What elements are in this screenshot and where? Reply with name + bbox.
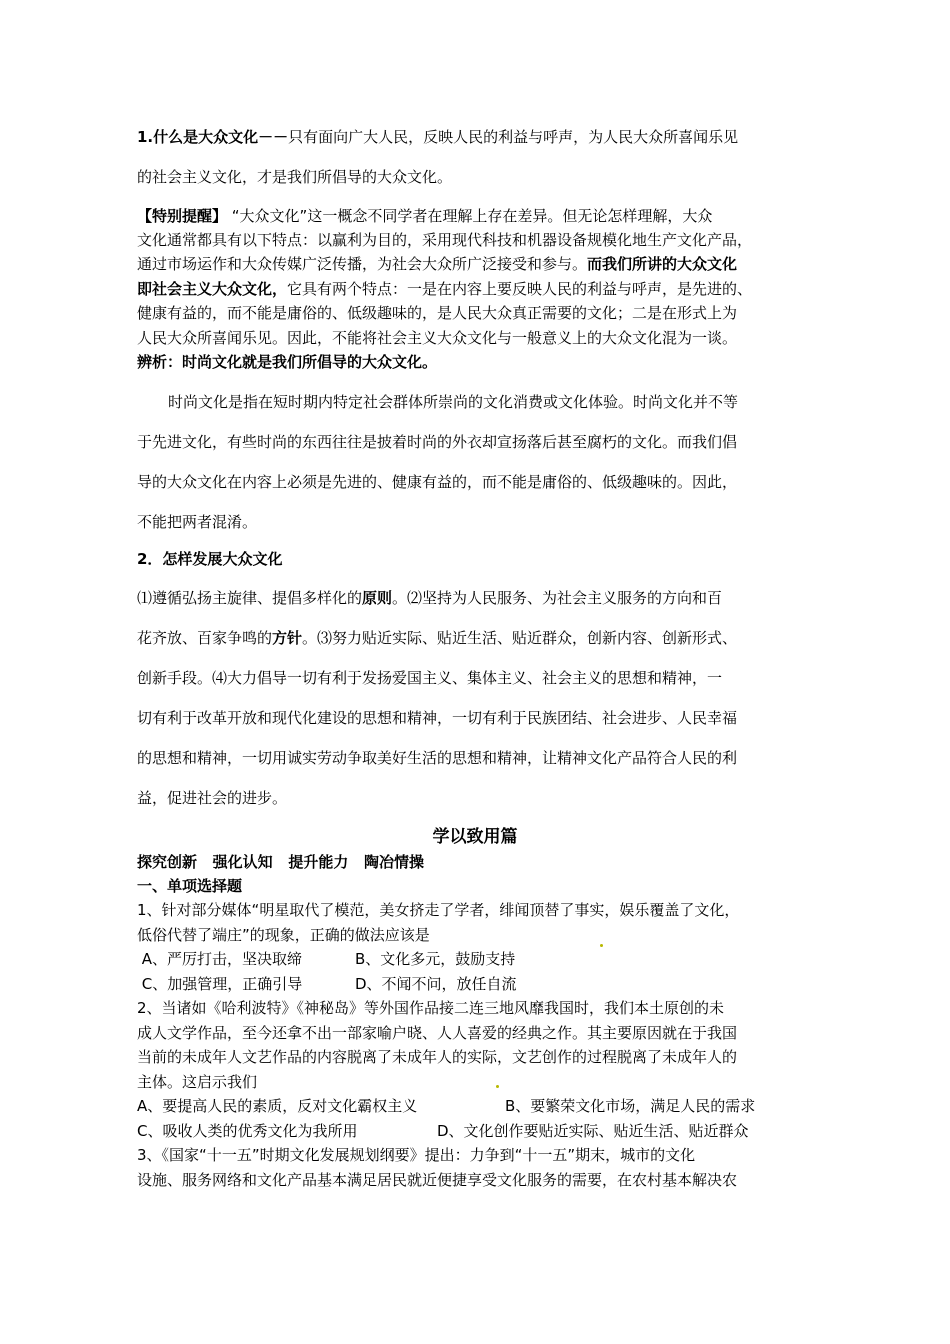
analysis-line-1: 时尚文化是指在短时期内特定社会群体所崇尚的文化消费或文化体验。时尚文化并不等: [168, 393, 739, 411]
analysis-heading: 辨析：时尚文化就是我们所倡导的大众文化。: [137, 353, 438, 371]
tip-line-2: 文化通常都具有以下特点：以赢利为目的，采用现代科技和机器设备规模化地生产文化产品，: [137, 231, 753, 249]
practice-title: 学以致用篇: [432, 827, 518, 847]
section-heading-single-choice: 一、单项选择题: [137, 877, 243, 895]
section-2-line-4: 切有利于改革开放和现代化建设的思想和精神，一切有利于民族团结、社会进步、人民幸福: [137, 709, 738, 727]
question-2-line-2: 成人文学作品，至今还拿不出一部家喻户晓、人人喜爱的经典之作。其主要原因就在于我国: [137, 1024, 738, 1042]
analysis-line-2: 于先进文化，有些时尚的东西往往是披着时尚的外衣却宣扬落后甚至腐朽的文化。而我们倡: [137, 433, 738, 451]
tip-line-5: 健康有益的，而不能是庸俗的、低级趣味的，是人民大众真正需要的文化；二是在形式上为: [137, 304, 738, 322]
question-2-option-d: D、文化创作要贴近实际、贴近生活、贴近群众: [437, 1122, 749, 1140]
section-2-line-2: 花齐放、百家争鸣的方针。⑶努力贴近实际、贴近生活、贴近群众，创新内容、创新形式、: [137, 629, 738, 647]
question-2-option-b: B、要繁荣文化市场，满足人民的需求: [505, 1097, 756, 1115]
question-1-option-c: C、加强管理，正确引导: [137, 975, 303, 993]
section-2-heading: 2．怎样发展大众文化: [137, 550, 283, 568]
question-2-option-c: C、吸收人类的优秀文化为我所用: [137, 1122, 358, 1140]
tip-label: 【特别提醒】: [137, 207, 228, 225]
section-1-heading: 1.什么是大众文化－－: [137, 128, 289, 146]
practice-subtitle: 探究创新 强化认知 提升能力 陶冶情操: [137, 853, 425, 871]
section-2-line-5: 的思想和精神，一切用诚实劳动争取美好生活的思想和精神，让精神文化产品符合人民的利: [137, 749, 738, 767]
analysis-line-4: 不能把两者混淆。: [137, 513, 258, 531]
question-3-line-1: 3、《国家“十一五”时期文化发展规划纲要》提出：力争到“十一五”期末，城市的文化: [137, 1146, 696, 1164]
analysis-line-3: 导的大众文化在内容上必须是先进的、健康有益的，而不能是庸俗的、低级趣味的。因此，: [137, 473, 738, 491]
section-2-line-1: ⑴遵循弘扬主旋律、提倡多样化的原则。⑵坚持为人民服务、为社会主义服务的方向和百: [137, 589, 723, 607]
decorative-dot: [600, 944, 603, 947]
question-1-line-2: 低俗代替了端庄”的现象，正确的做法应该是: [137, 926, 430, 944]
question-2-line-4: 主体。这启示我们: [137, 1073, 258, 1091]
section-2-line-3: 创新手段。⑷大力倡导一切有利于发扬爱国主义、集体主义、社会主义的思想和精神，一: [137, 669, 723, 687]
question-2-option-a: A、要提高人民的素质，反对文化霸权主义: [137, 1097, 418, 1115]
question-1-option-d: D、不闻不问，放任自流: [355, 975, 517, 993]
question-2-line-3: 当前的未成年人文艺作品的内容脱离了未成年人的实际，文艺创作的过程脱离了未成年人的: [137, 1048, 738, 1066]
tip-line-1: 【特别提醒】 “大众文化”这一概念不同学者在理解上存在差异。但无论怎样理解，大众: [137, 207, 713, 225]
tip-line-6: 人民大众所喜闻乐见。因此，不能将社会主义大众文化与一般意义上的大众文化混为一谈。: [137, 329, 738, 347]
decorative-dot: [496, 1085, 499, 1088]
section-1-line-2: 的社会主义文化，才是我们所倡导的大众文化。: [137, 168, 453, 186]
tip-line-4: 即社会主义大众文化，它具有两个特点：一是在内容上要反映人民的利益与呼声，是先进的、: [137, 280, 753, 298]
section-2-line-6: 益，促进社会的进步。: [137, 789, 288, 807]
question-1-line-1: 1、针对部分媒体“明星取代了模范，美女挤走了学者，绯闻顶替了事实，娱乐覆盖了文化，: [137, 901, 740, 919]
question-2-line-1: 2、当诸如《哈利波特》《神秘岛》等外国作品接二连三地风靡我国时，我们本土原创的未: [137, 999, 725, 1017]
question-1-option-b: B、文化多元，鼓励支持: [355, 950, 516, 968]
question-3-line-2: 设施、服务网络和文化产品基本满足居民就近便捷享受文化服务的需要，在农村基本解决农: [137, 1171, 738, 1189]
tip-line-3: 通过市场运作和大众传媒广泛传播，为社会大众所广泛接受和参与。而我们所讲的大众文化: [137, 255, 738, 273]
section-1-line-1: 1.什么是大众文化－－只有面向广大人民，反映人民的利益与呼声，为人民大众所喜闻乐见: [137, 128, 739, 146]
question-1-option-a: A、严厉打击，坚决取缔: [137, 950, 303, 968]
